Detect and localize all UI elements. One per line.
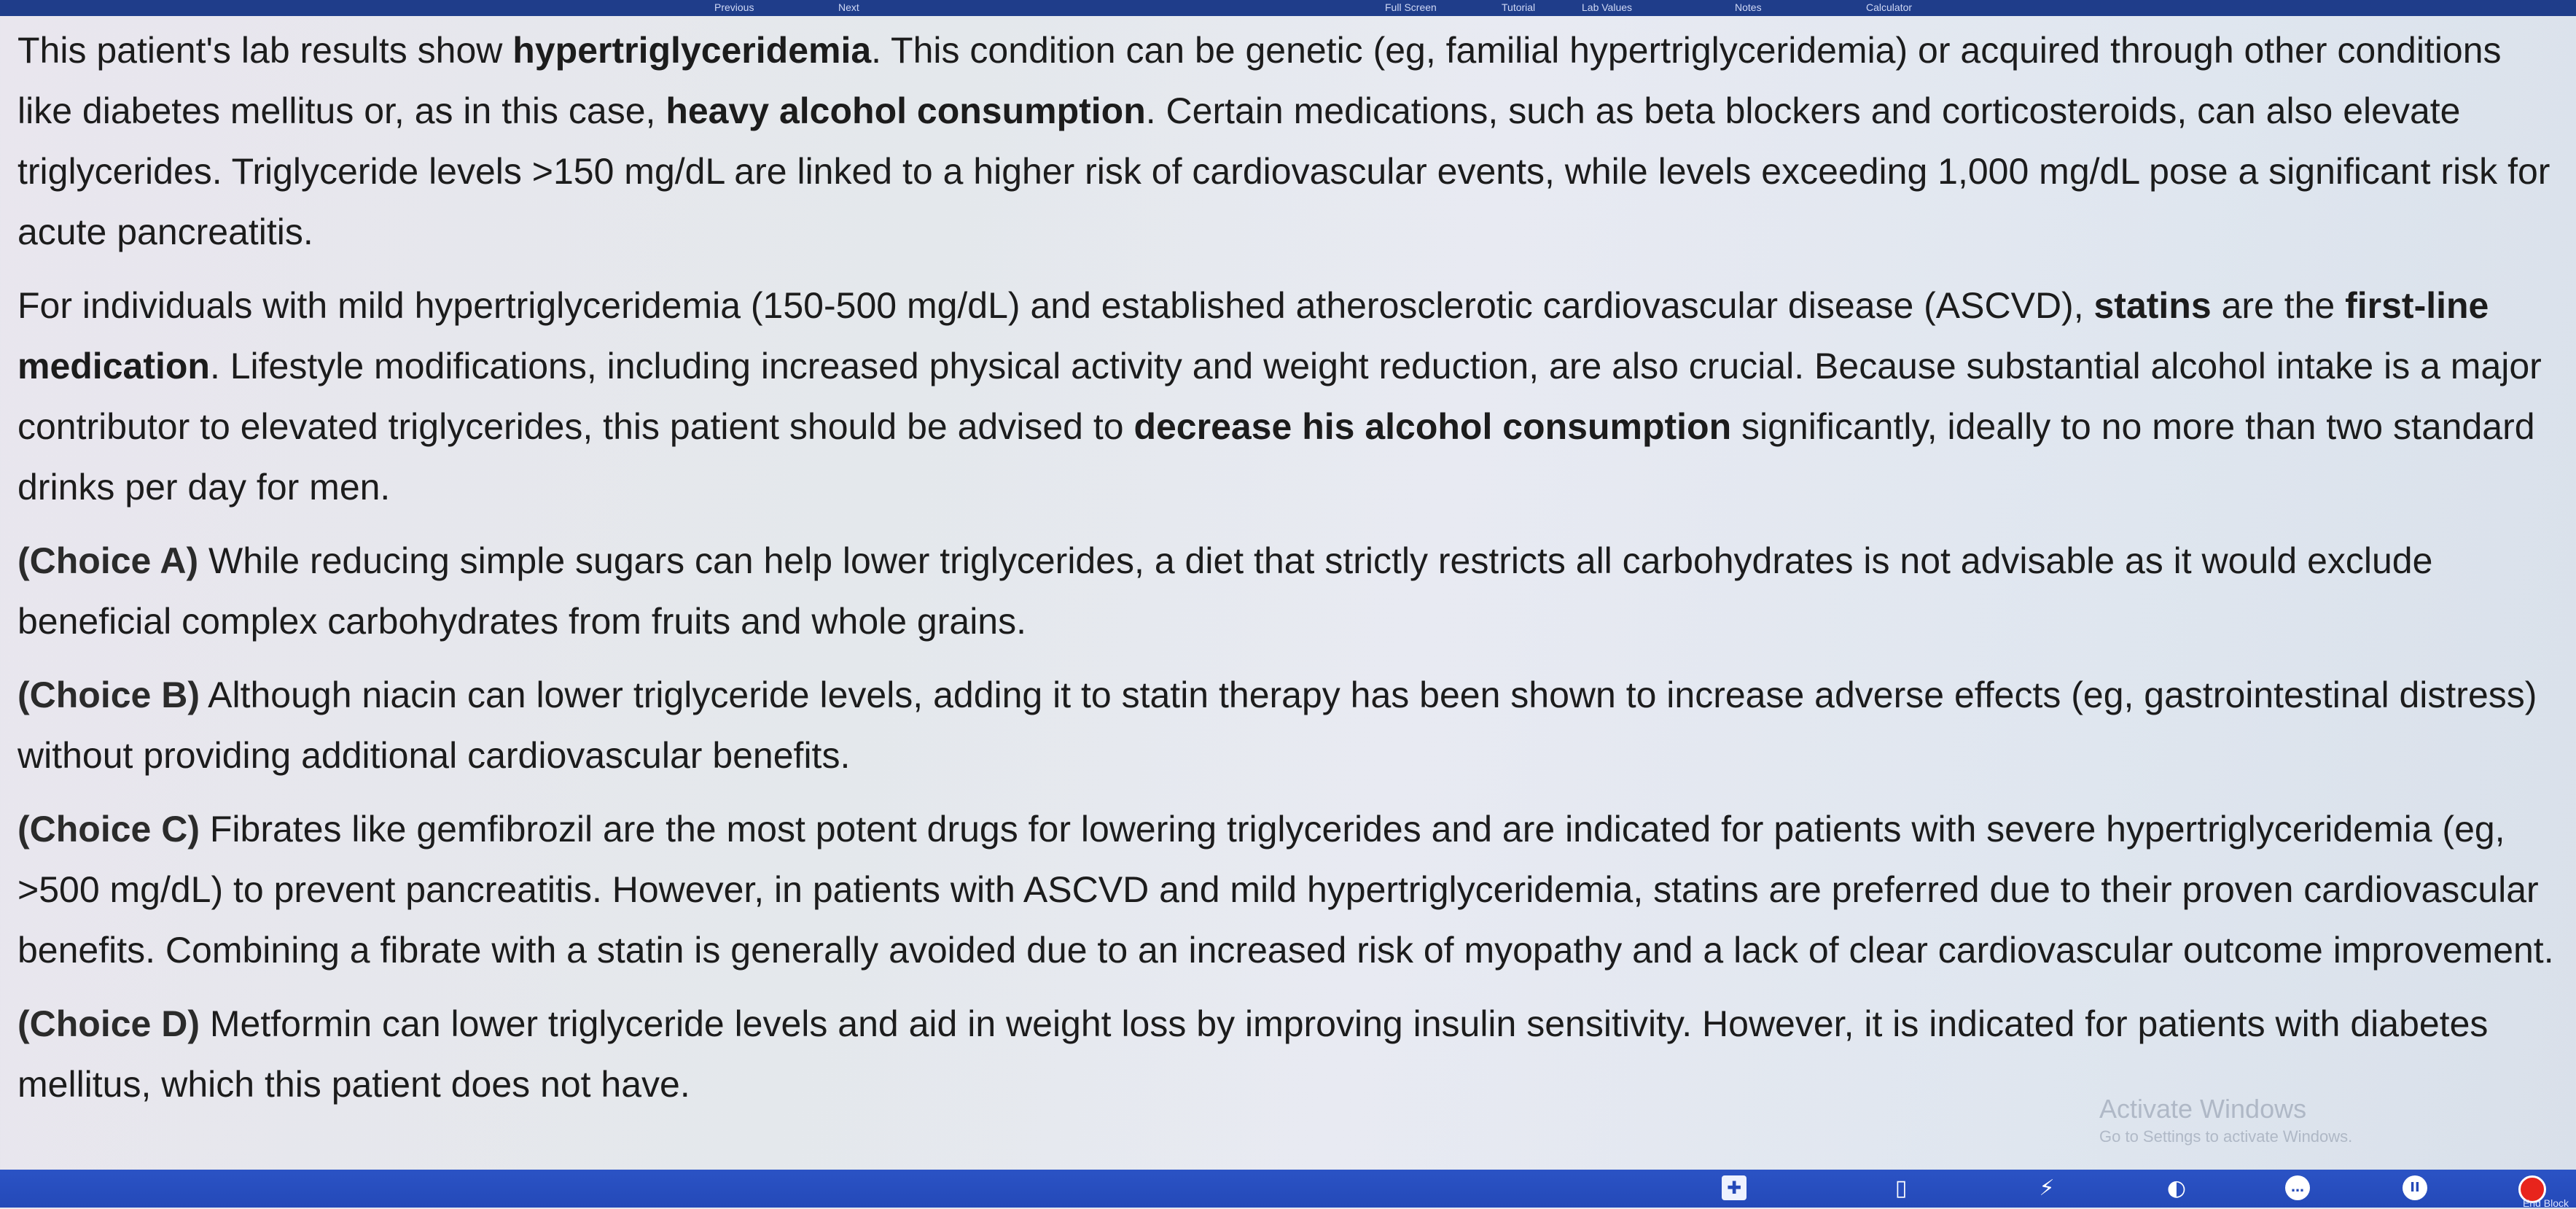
pause-icon[interactable]: II bbox=[2403, 1175, 2427, 1200]
bold-term: heavy alcohol consumption bbox=[666, 90, 1146, 131]
end-block-label[interactable]: End Block bbox=[2522, 1197, 2569, 1209]
text: For individuals with mild hypertriglyceridemia (150-500 mg/dL) and established atherosclerotic cardiovascular disease (ASCVD), bbox=[17, 285, 2094, 326]
choice-b-explanation bbox=[17, 665, 2554, 786]
top-nav-bar bbox=[0, 0, 2576, 16]
bold-term: statins bbox=[2093, 285, 2212, 326]
choice-c-text: Fibrates like gemfibrozil are the most potent drugs for lowering triglycerides and are indicated for patients with severe hypertriglyceridemia (eg, >500 mg/dL) to prevent pancreatitis. However, in patients with ASCVD and mild hypertriglyceridemia, statins are preferred due to their proven cardiovascular benefits. Combining a fibrate with a statin is generally avoided due to an increased risk of myopathy and a lack of clear cardiovascular outcome improvement. bbox=[17, 809, 2554, 971]
watermark-subtitle: Go to Settings to activate Windows. bbox=[2099, 1127, 2353, 1146]
nav-tutorial[interactable]: Tutorial bbox=[1502, 1, 1536, 13]
notes-book-icon[interactable]: ▯ bbox=[1894, 1175, 1908, 1201]
choice-b-tag: (Choice B) bbox=[17, 675, 200, 715]
split-view-icon[interactable]: ◐ bbox=[2166, 1175, 2187, 1201]
bold-term: hypertriglyceridemia bbox=[512, 30, 872, 71]
choice-a-text: While reducing simple sugars can help lower triglycerides, a diet that strictly restricts all carbohydrates is not advisable as it would exclude beneficial complex carbohydrates from fruits and whole grains. bbox=[17, 540, 2433, 642]
choice-c-explanation bbox=[17, 799, 2554, 981]
lab-values-icon[interactable]: ✚ bbox=[1722, 1175, 1746, 1200]
explanation-paragraph-1 bbox=[17, 20, 2554, 263]
nav-full-screen[interactable]: Full Screen bbox=[1385, 1, 1437, 13]
choice-a-tag: (Choice A) bbox=[17, 540, 199, 581]
text: . Lifestyle modifications, including increased physical activity and weight reduction, are also crucial. Because substantial alcohol intake is a major contributor to elevated triglycerides, this patient should be advised to bbox=[17, 346, 2542, 447]
text: This patient's lab results show bbox=[17, 30, 513, 71]
explanation-paragraph-2 bbox=[17, 276, 2554, 518]
choice-d-tag: (Choice D) bbox=[17, 1003, 200, 1044]
nav-next[interactable]: Next bbox=[838, 1, 859, 13]
text: . This condition can be genetic (eg, familial hypertriglyceridemia) or acquired through other conditions like diabetes mellitus or, as in this case, bbox=[17, 30, 2502, 131]
activate-windows-watermark bbox=[2099, 1094, 2352, 1146]
flashcard-bolt-icon[interactable]: ⚡ bbox=[2039, 1175, 2055, 1201]
choice-b-text: Although niacin can lower triglyceride levels, adding it to statin therapy has been shown to increase adverse effects (eg, gastrointestinal distress) without providing additional cardiovascular benefits. bbox=[17, 675, 2537, 776]
choice-a-explanation bbox=[17, 531, 2554, 652]
bottom-toolbar bbox=[0, 1170, 2576, 1208]
text: . Certain medications, such as beta blockers and corticosteroids, can also elevate triglycerides. Triglyceride levels >150 mg/dL are linked to a higher risk of cardiovascular events, while levels exceeding 1,000 mg/dL pose a significant risk for acute pancreatitis. bbox=[17, 90, 2550, 252]
nav-notes[interactable]: Notes bbox=[1735, 1, 1762, 13]
text: are the bbox=[2211, 285, 2346, 326]
text: significantly, ideally to no more than two standard drinks per day for men. bbox=[17, 406, 2535, 508]
nav-lab-values[interactable]: Lab Values bbox=[1582, 1, 1633, 13]
bold-term: first-line medication bbox=[17, 285, 2489, 386]
bold-term: decrease his alcohol consumption bbox=[1133, 406, 1732, 447]
nav-previous[interactable]: Previous bbox=[714, 1, 754, 13]
choice-c-tag: (Choice C) bbox=[17, 809, 200, 850]
watermark-title: Activate Windows bbox=[2099, 1094, 2307, 1124]
nav-calculator[interactable]: Calculator bbox=[1866, 1, 1913, 13]
choice-d-text: Metformin can lower triglyceride levels and aid in weight loss by improving insulin sensitivity. However, it is indicated for patients with diabetes mellitus, which this patient does not have. bbox=[17, 1003, 2489, 1105]
explanation-panel bbox=[17, 20, 2554, 1128]
feedback-chat-icon[interactable]: … bbox=[2285, 1175, 2310, 1200]
